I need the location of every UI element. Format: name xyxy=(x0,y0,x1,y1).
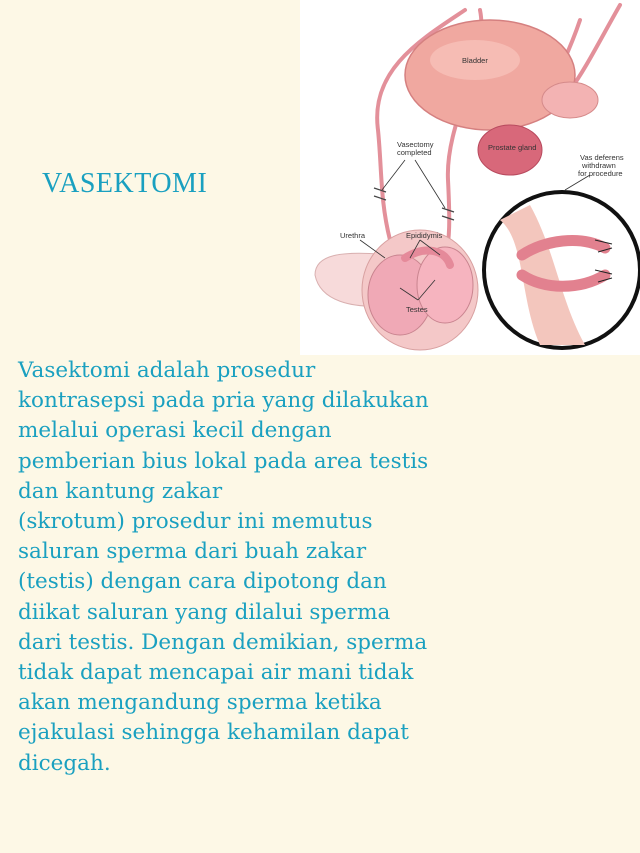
body-line: ejakulasi sehingga kehamilan dapat xyxy=(18,720,409,746)
label-withdrawn: withdrawn xyxy=(582,161,616,170)
body-line: akan mengandung sperma ketika xyxy=(18,690,382,716)
vasectomy-diagram xyxy=(300,0,640,355)
body-line: melalui operasi kecil dengan xyxy=(18,418,332,444)
label-urethra: Urethra xyxy=(340,231,366,240)
seminal-vesicle xyxy=(542,82,598,118)
body-line: Vasektomi adalah prosedur xyxy=(18,358,316,383)
label-testes: Testes xyxy=(406,305,428,314)
body-paragraph xyxy=(18,356,488,779)
page-title: VASEKTOMI xyxy=(42,168,208,199)
label-bladder: Bladder xyxy=(462,56,488,65)
label-epididymis: Epididymis xyxy=(406,231,443,240)
body-line: dicegah. xyxy=(18,750,111,776)
body-line: (testis) dengan cara dipotong dan xyxy=(18,569,387,595)
label-completed: completed xyxy=(397,148,432,157)
body-line: (skrotum) prosedur ini memutus xyxy=(18,509,373,535)
body-line: pemberian bius lokal pada area testis xyxy=(18,448,429,474)
body-line: dan kantung zakar xyxy=(18,478,223,504)
body-line: tidak dapat mencapai air mani tidak xyxy=(18,660,414,686)
anatomy-illustration xyxy=(300,0,640,355)
label-vas-deferens: Vas deferens xyxy=(580,153,624,162)
body-line: diikat saluran yang dilalui sperma xyxy=(18,599,391,625)
label-vasectomy: Vasectomy xyxy=(397,140,434,149)
body-line: kontrasepsi pada pria yang dilakukan xyxy=(18,388,429,414)
body-line: saluran sperma dari buah zakar xyxy=(18,539,367,565)
body-line: dari testis. Dengan demikian, sperma xyxy=(18,629,428,655)
label-for-procedure: for procedure xyxy=(578,169,623,178)
label-prostate: Prostate gland xyxy=(488,143,537,152)
